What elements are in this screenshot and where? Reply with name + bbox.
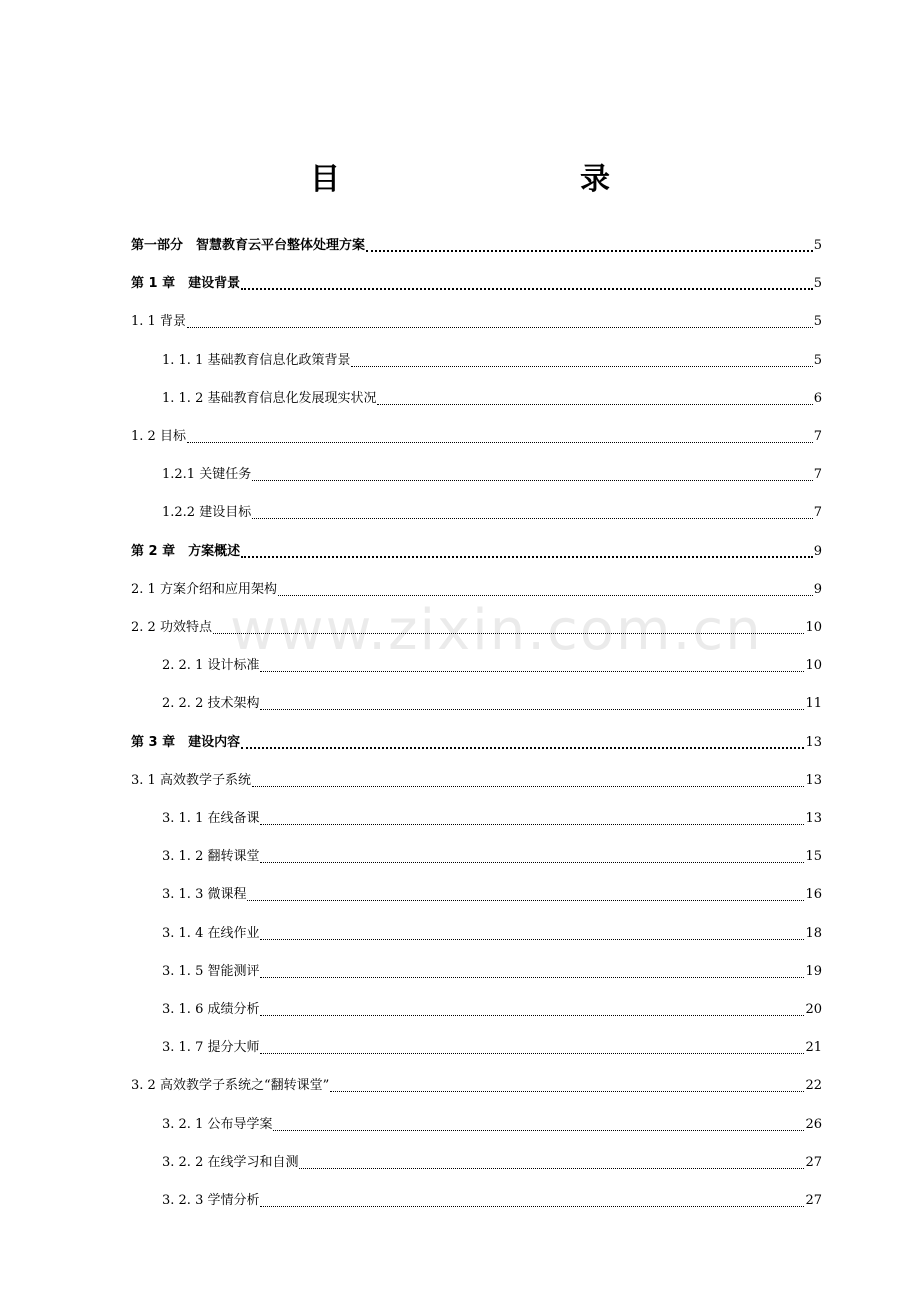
toc-dot-leader: [260, 807, 804, 831]
toc-dot-leader: [241, 272, 813, 296]
toc-dot-leader: [377, 387, 812, 411]
toc-entry-title: 第一部分 智慧教育云平台整体处理方案: [131, 238, 366, 253]
toc-entry-page-number: 6: [813, 391, 822, 406]
toc-entry[interactable]: [162, 654, 822, 678]
toc-entry[interactable]: [162, 960, 822, 984]
toc-entry-page-number: 20: [805, 1002, 822, 1017]
toc-entry[interactable]: [162, 501, 822, 525]
toc-entry[interactable]: [131, 1074, 822, 1098]
toc-dot-leader: [241, 731, 804, 755]
toc-entry-title: 1.2.1 关键任务: [162, 467, 252, 482]
toc-dot-leader: [241, 540, 813, 564]
toc-entry-page-number: 19: [805, 964, 822, 979]
toc-entry-title: 第 2 章 方案概述: [131, 544, 241, 559]
toc-entry-title: 3. 2. 1 公布导学案: [162, 1117, 273, 1132]
toc-dot-leader: [187, 425, 813, 449]
toc-dot-leader: [299, 1151, 804, 1175]
page-title: 目 录: [310, 162, 670, 197]
toc-entry-page-number: 13: [805, 811, 822, 826]
toc-entry[interactable]: [162, 387, 822, 411]
toc-entry-page-number: 5: [813, 276, 822, 291]
toc-dot-leader: [260, 998, 804, 1022]
toc-entry-title: 3. 2 高效教学子系统之“翻转课堂”: [131, 1078, 330, 1093]
toc-dot-leader: [330, 1074, 804, 1098]
toc-entry[interactable]: [162, 807, 822, 831]
toc-entry[interactable]: [131, 731, 822, 755]
toc-entry-page-number: 27: [805, 1193, 822, 1208]
toc-dot-leader: [366, 234, 813, 258]
toc-entry-page-number: 22: [805, 1078, 822, 1093]
toc-entry-title: 1. 1. 2 基础教育信息化发展现实状况: [162, 391, 377, 406]
toc-entry[interactable]: [131, 578, 822, 602]
toc-entry-page-number: 10: [805, 620, 822, 635]
toc-entry-title: 3. 1. 5 智能测评: [162, 964, 260, 979]
toc-entry[interactable]: [131, 769, 822, 793]
toc-entry[interactable]: [162, 1151, 822, 1175]
toc-entry-page-number: 11: [805, 696, 822, 711]
toc-entry-title: 3. 1. 7 提分大师: [162, 1040, 260, 1055]
toc-entry-page-number: 10: [805, 658, 822, 673]
toc-entry-title: 第 3 章 建设内容: [131, 735, 241, 750]
toc-entry-title: 3. 1. 3 微课程: [162, 887, 247, 902]
toc-entry-title: 1. 1. 1 基础教育信息化政策背景: [162, 353, 351, 368]
toc-dot-leader: [213, 616, 805, 640]
toc-entry-title: 1. 2 目标: [131, 429, 186, 444]
toc-entry-title: 3. 2. 2 在线学习和自测: [162, 1155, 299, 1170]
toc-entry-page-number: 27: [805, 1155, 822, 1170]
watermark: www.zixin.com.cn: [230, 598, 763, 663]
toc-entry-title: 1.2.2 建设目标: [162, 505, 252, 520]
toc-entry-title: 1. 1 背景: [131, 314, 186, 329]
toc-entry[interactable]: [131, 425, 822, 449]
toc-entry-page-number: 7: [813, 467, 822, 482]
toc-entry-title: 2. 2. 1 设计标准: [162, 658, 260, 673]
toc-entry-page-number: 9: [813, 582, 822, 597]
toc-entry[interactable]: [162, 998, 822, 1022]
toc-dot-leader: [260, 654, 804, 678]
toc-entry[interactable]: [162, 463, 822, 487]
toc-entry-page-number: 5: [813, 314, 822, 329]
toc-entry-page-number: 7: [813, 429, 822, 444]
toc-entry[interactable]: [162, 349, 822, 373]
toc-dot-leader: [260, 1189, 804, 1213]
toc-entry-title: 3. 1. 6 成绩分析: [162, 1002, 260, 1017]
toc-entry-title: 第 1 章 建设背景: [131, 276, 241, 291]
toc-entry-page-number: 15: [805, 849, 822, 864]
toc-dot-leader: [351, 349, 812, 373]
toc-dot-leader: [260, 845, 804, 869]
toc-entry-page-number: 5: [813, 238, 822, 253]
toc-entry[interactable]: [162, 1113, 822, 1137]
toc-entry[interactable]: [162, 692, 822, 716]
toc-entry[interactable]: [162, 1036, 822, 1060]
toc-entry-page-number: 18: [805, 926, 822, 941]
toc-entry[interactable]: [131, 616, 822, 640]
toc-entry[interactable]: [131, 234, 822, 258]
toc-entry-page-number: 9: [813, 544, 822, 559]
toc-entry-title: 2. 1 方案介绍和应用架构: [131, 582, 277, 597]
toc-entry-title: 3. 2. 3 学情分析: [162, 1193, 260, 1208]
toc-entry-page-number: 7: [813, 505, 822, 520]
toc-entry-page-number: 5: [813, 353, 822, 368]
toc-dot-leader: [260, 922, 804, 946]
toc-entry-page-number: 13: [805, 735, 822, 750]
toc-dot-leader: [260, 692, 804, 716]
toc-entry-page-number: 13: [805, 773, 822, 788]
toc-entry[interactable]: [131, 540, 822, 564]
toc-dot-leader: [260, 1036, 804, 1060]
toc-entry[interactable]: [162, 845, 822, 869]
toc-entry[interactable]: [131, 272, 822, 296]
toc-dot-leader: [187, 310, 813, 334]
toc-entry-title: 3. 1. 2 翻转课堂: [162, 849, 260, 864]
toc-entry-page-number: 26: [805, 1117, 822, 1132]
toc-entry-title: 3. 1. 1 在线备课: [162, 811, 260, 826]
toc-dot-leader: [273, 1113, 804, 1137]
toc-entry-title: 2. 2. 2 技术架构: [162, 696, 260, 711]
toc-entry-title: 2. 2 功效特点: [131, 620, 212, 635]
toc-dot-leader: [252, 501, 813, 525]
toc-entry-title: 3. 1 高效教学子系统: [131, 773, 251, 788]
toc-entry[interactable]: [162, 922, 822, 946]
toc-dot-leader: [247, 883, 804, 907]
toc-dot-leader: [252, 463, 813, 487]
toc-entry[interactable]: [162, 1189, 822, 1213]
toc-entry-page-number: 16: [805, 887, 822, 902]
toc-dot-leader: [252, 769, 805, 793]
toc-dot-leader: [278, 578, 813, 602]
toc-dot-leader: [260, 960, 804, 984]
toc-entry-page-number: 21: [805, 1040, 822, 1055]
toc-entry-title: 3. 1. 4 在线作业: [162, 926, 260, 941]
toc-entry[interactable]: [162, 883, 822, 907]
toc-entry[interactable]: [131, 310, 822, 334]
